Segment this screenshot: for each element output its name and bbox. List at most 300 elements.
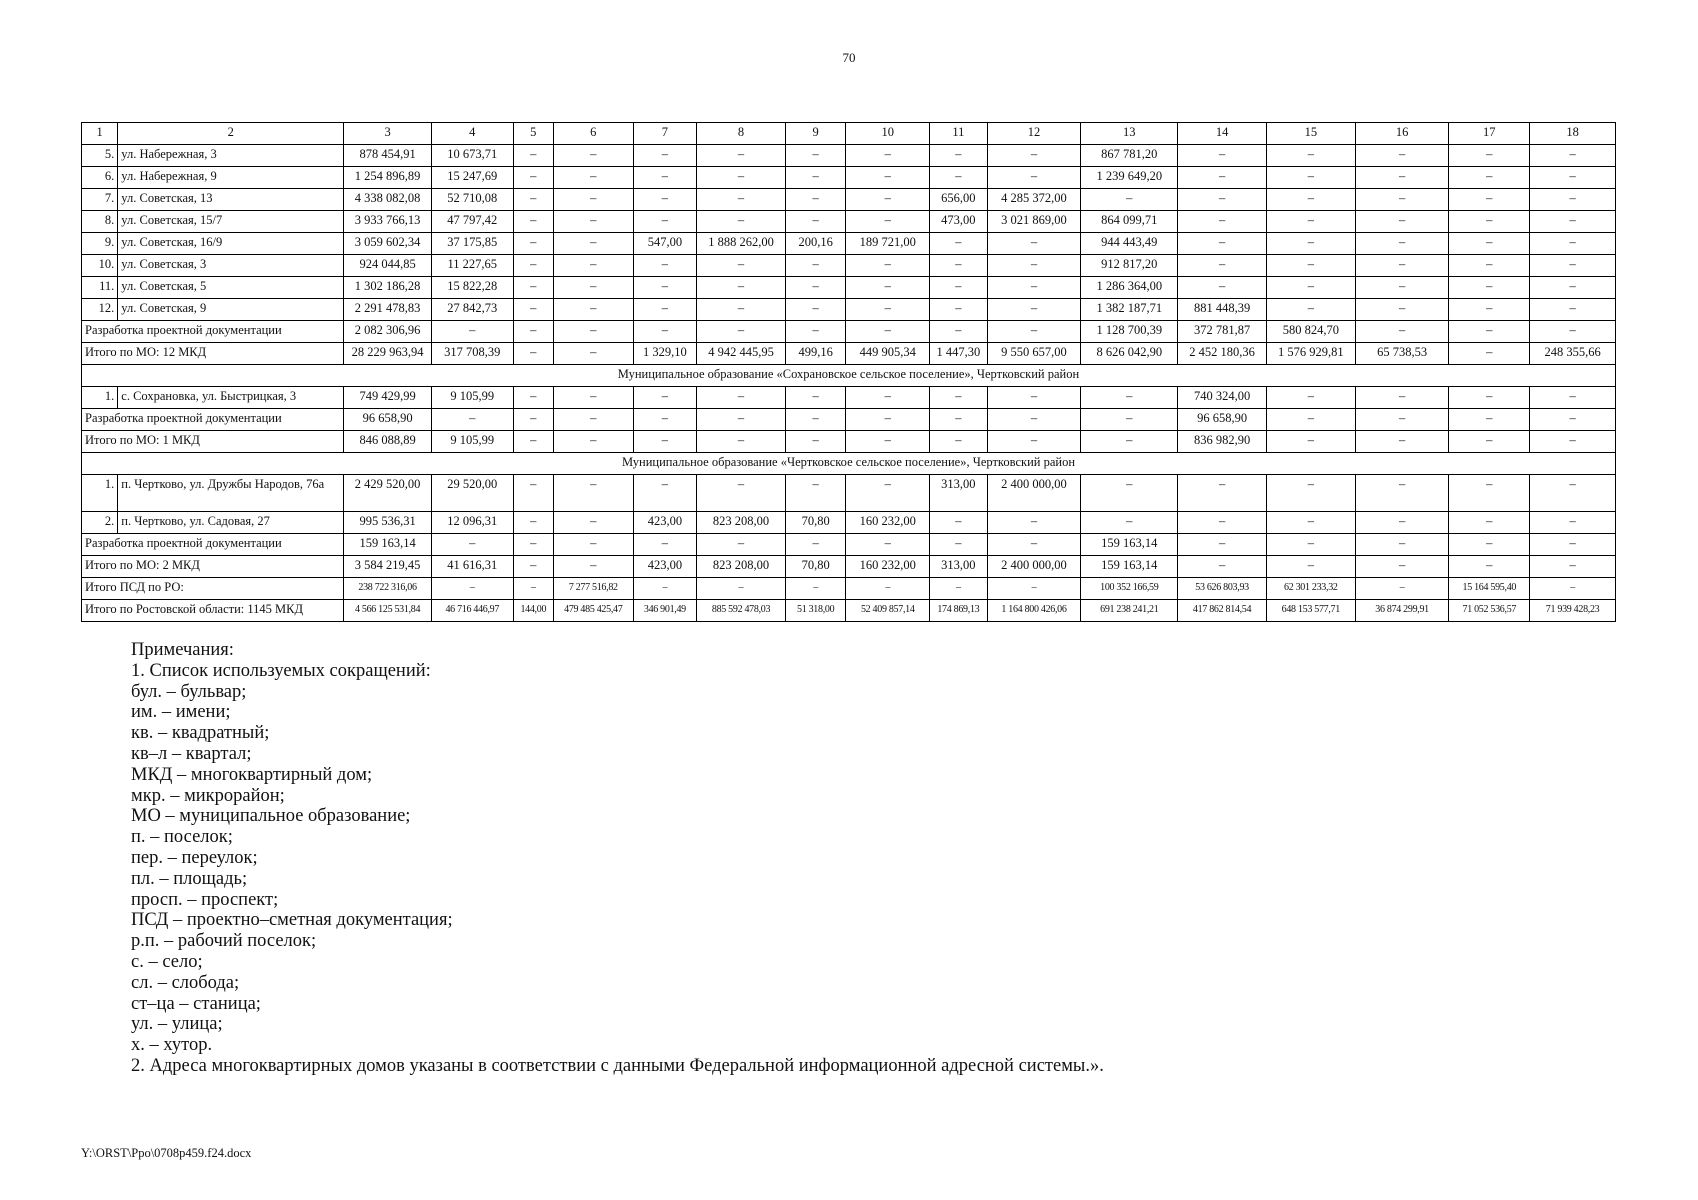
value-cell: – <box>1530 145 1616 167</box>
value-cell: – <box>785 387 846 409</box>
value-cell: – <box>513 277 553 299</box>
value-cell: – <box>1081 387 1178 409</box>
value-cell: – <box>1449 556 1530 578</box>
value-cell: 417 862 814,54 <box>1178 600 1267 622</box>
value-cell: – <box>987 321 1081 343</box>
value-cell: 885 592 478,03 <box>697 600 786 622</box>
value-cell: 15 822,28 <box>431 277 513 299</box>
value-cell: – <box>431 321 513 343</box>
row-number-cell: 5. <box>82 145 118 167</box>
value-cell: – <box>633 255 697 277</box>
value-cell: 96 658,90 <box>344 409 432 431</box>
value-cell: – <box>697 145 786 167</box>
value-cell: 46 716 446,97 <box>431 600 513 622</box>
value-cell: – <box>633 299 697 321</box>
value-cell: – <box>1530 255 1616 277</box>
value-cell: – <box>553 299 633 321</box>
value-cell: – <box>1449 233 1530 255</box>
row-number-cell: 6. <box>82 167 118 189</box>
address-cell: п. Чертково, ул. Дружбы Народов, 76а <box>118 475 344 512</box>
column-number-cell: 2 <box>118 123 344 145</box>
note-line: с. – село; <box>131 951 203 972</box>
total-label-cell: Итого по Ростовской области: 1145 МКД <box>82 600 344 622</box>
value-cell: – <box>930 409 987 431</box>
value-cell: 10 673,71 <box>431 145 513 167</box>
value-cell: – <box>785 145 846 167</box>
column-number-cell: 7 <box>633 123 697 145</box>
note-line: х. – хутор. <box>131 1035 213 1056</box>
value-cell: – <box>846 321 930 343</box>
value-cell: – <box>697 277 786 299</box>
value-cell: – <box>633 431 697 453</box>
value-cell: – <box>553 475 633 512</box>
total-row <box>82 534 1616 556</box>
value-cell: – <box>513 299 553 321</box>
value-cell: – <box>553 277 633 299</box>
value-cell: – <box>553 409 633 431</box>
value-cell: 29 520,00 <box>431 475 513 512</box>
column-number-cell: 14 <box>1178 123 1267 145</box>
value-cell: – <box>1266 431 1355 453</box>
value-cell: 3 059 602,34 <box>344 233 432 255</box>
column-number-cell: 13 <box>1081 123 1178 145</box>
value-cell: – <box>1449 189 1530 211</box>
value-cell: 749 429,99 <box>344 387 432 409</box>
value-cell: 1 239 649,20 <box>1081 167 1178 189</box>
footer-file-path: Y:\ORST\Ppo\0708p459.f24.docx <box>81 1146 252 1160</box>
value-cell: 423,00 <box>633 512 697 534</box>
value-cell: – <box>785 167 846 189</box>
value-cell: – <box>1449 321 1530 343</box>
value-cell: 4 942 445,95 <box>697 343 786 365</box>
total-row <box>82 431 1616 453</box>
value-cell: 995 536,31 <box>344 512 432 534</box>
value-cell: – <box>633 189 697 211</box>
total-label-cell: Итого по МО: 12 МКД <box>82 343 344 365</box>
total-row <box>82 556 1616 578</box>
value-cell: – <box>1355 512 1449 534</box>
note-line: ст–ца – станица; <box>131 993 261 1014</box>
note-line: кв–л – квартал; <box>131 743 252 764</box>
value-cell: – <box>1530 321 1616 343</box>
value-cell: – <box>930 534 987 556</box>
row-number-cell: 1. <box>82 475 118 512</box>
value-cell: – <box>987 534 1081 556</box>
value-cell: – <box>1530 475 1616 512</box>
value-cell: 1 254 896,89 <box>344 167 432 189</box>
column-number-header-row <box>82 123 1616 145</box>
value-cell: – <box>513 255 553 277</box>
value-cell: – <box>846 534 930 556</box>
value-cell: – <box>513 343 553 365</box>
total-label-cell: Итого по МО: 2 МКД <box>82 556 344 578</box>
column-number-cell: 11 <box>930 123 987 145</box>
value-cell: 499,16 <box>785 343 846 365</box>
value-cell: – <box>1355 189 1449 211</box>
table-row <box>82 387 1616 409</box>
value-cell: 867 781,20 <box>1081 145 1178 167</box>
value-cell: – <box>1081 409 1178 431</box>
value-cell: – <box>1266 277 1355 299</box>
value-cell: – <box>846 277 930 299</box>
value-cell: – <box>1178 233 1267 255</box>
value-cell: – <box>846 167 930 189</box>
value-cell: – <box>1355 233 1449 255</box>
value-cell: – <box>1530 211 1616 233</box>
value-cell: – <box>1266 233 1355 255</box>
note-line: бул. – бульвар; <box>131 681 247 702</box>
note-line: 2. Адреса многоквартирных домов указаны в соответствии с данными Федеральной информационной адресной системы.». <box>131 1055 1104 1076</box>
value-cell: 238 722 316,06 <box>344 578 432 600</box>
value-cell: – <box>846 475 930 512</box>
value-cell: – <box>1355 167 1449 189</box>
value-cell: 11 227,65 <box>431 255 513 277</box>
value-cell: – <box>987 277 1081 299</box>
value-cell: – <box>1355 299 1449 321</box>
value-cell: – <box>697 321 786 343</box>
value-cell: – <box>513 167 553 189</box>
value-cell: – <box>930 299 987 321</box>
value-cell: – <box>846 189 930 211</box>
value-cell: – <box>553 189 633 211</box>
value-cell: 159 163,14 <box>1081 534 1178 556</box>
row-number-cell: 11. <box>82 277 118 299</box>
note-line: МО – муниципальное образование; <box>131 806 411 827</box>
value-cell: 313,00 <box>930 475 987 512</box>
note-line: пер. – переулок; <box>131 847 258 868</box>
value-cell: – <box>1530 534 1616 556</box>
value-cell: 823 208,00 <box>697 556 786 578</box>
value-cell: – <box>930 321 987 343</box>
value-cell: 70,80 <box>785 556 846 578</box>
value-cell: – <box>553 534 633 556</box>
value-cell: – <box>785 277 846 299</box>
value-cell: – <box>1355 255 1449 277</box>
value-cell: – <box>1178 189 1267 211</box>
table-row <box>82 299 1616 321</box>
value-cell: – <box>1355 211 1449 233</box>
value-cell: 4 285 372,00 <box>987 189 1081 211</box>
value-cell: – <box>1266 211 1355 233</box>
value-cell: – <box>930 578 987 600</box>
note-line: пл. – площадь; <box>131 868 248 889</box>
value-cell: – <box>633 409 697 431</box>
value-cell: – <box>1355 578 1449 600</box>
section-heading-row <box>82 365 1616 387</box>
section-heading: Муниципальное образование «Сохрановское сельское поселение», Чертковский район <box>82 365 1616 387</box>
table-row <box>82 475 1616 512</box>
row-number-cell: 9. <box>82 233 118 255</box>
total-row <box>82 409 1616 431</box>
value-cell: – <box>1530 299 1616 321</box>
value-cell: – <box>1449 409 1530 431</box>
value-cell: – <box>846 145 930 167</box>
value-cell: – <box>431 534 513 556</box>
address-cell: п. Чертково, ул. Садовая, 27 <box>118 512 344 534</box>
address-cell: ул. Советская, 5 <box>118 277 344 299</box>
table-row <box>82 512 1616 534</box>
value-cell: 52 409 857,14 <box>846 600 930 622</box>
total-row <box>82 600 1616 622</box>
value-cell: – <box>1355 409 1449 431</box>
value-cell: – <box>697 211 786 233</box>
page-number: 70 <box>842 50 856 65</box>
value-cell: – <box>785 578 846 600</box>
value-cell: 1 302 186,28 <box>344 277 432 299</box>
value-cell: – <box>553 556 633 578</box>
value-cell: 28 229 963,94 <box>344 343 432 365</box>
total-label-cell: Разработка проектной документации <box>82 409 344 431</box>
value-cell: – <box>1530 431 1616 453</box>
value-cell: – <box>785 534 846 556</box>
column-number-cell: 10 <box>846 123 930 145</box>
value-cell: 1 447,30 <box>930 343 987 365</box>
value-cell: – <box>633 578 697 600</box>
column-number-cell: 12 <box>987 123 1081 145</box>
value-cell: 1 576 929,81 <box>1266 343 1355 365</box>
note-line: п. – поселок; <box>131 827 233 848</box>
notes-title: Примечания: <box>131 640 234 660</box>
table-row <box>82 145 1616 167</box>
value-cell: 15 247,69 <box>431 167 513 189</box>
value-cell: – <box>846 299 930 321</box>
value-cell: – <box>1530 233 1616 255</box>
total-row <box>82 321 1616 343</box>
value-cell: 924 044,85 <box>344 255 432 277</box>
value-cell: – <box>987 578 1081 600</box>
value-cell: 36 874 299,91 <box>1355 600 1449 622</box>
note-line: ул. – улица; <box>131 1014 223 1035</box>
value-cell: – <box>1355 534 1449 556</box>
value-cell: 160 232,00 <box>846 512 930 534</box>
value-cell: – <box>1449 343 1530 365</box>
value-cell: – <box>1449 211 1530 233</box>
value-cell: – <box>1081 189 1178 211</box>
value-cell: 2 429 520,00 <box>344 475 432 512</box>
value-cell: – <box>846 255 930 277</box>
value-cell: – <box>785 299 846 321</box>
value-cell: – <box>1266 145 1355 167</box>
value-cell: – <box>930 167 987 189</box>
value-cell: 691 238 241,21 <box>1081 600 1178 622</box>
value-cell: – <box>553 145 633 167</box>
value-cell: – <box>697 299 786 321</box>
value-cell: – <box>846 409 930 431</box>
value-cell: – <box>1081 431 1178 453</box>
value-cell: – <box>785 431 846 453</box>
value-cell: 71 052 536,57 <box>1449 600 1530 622</box>
value-cell: 944 443,49 <box>1081 233 1178 255</box>
value-cell: – <box>1530 512 1616 534</box>
value-cell: – <box>1355 277 1449 299</box>
value-cell: 3 584 219,45 <box>344 556 432 578</box>
value-cell: – <box>930 145 987 167</box>
note-line: 1. Список используемых сокращений: <box>131 660 431 681</box>
value-cell: – <box>633 277 697 299</box>
row-number-cell: 10. <box>82 255 118 277</box>
value-cell: 648 153 577,71 <box>1266 600 1355 622</box>
value-cell: 12 096,31 <box>431 512 513 534</box>
value-cell: – <box>633 167 697 189</box>
value-cell: – <box>513 145 553 167</box>
value-cell: – <box>1178 145 1267 167</box>
table-row <box>82 233 1616 255</box>
value-cell: 200,16 <box>785 233 846 255</box>
row-number-cell: 2. <box>82 512 118 534</box>
value-cell: – <box>1355 145 1449 167</box>
value-cell: – <box>987 255 1081 277</box>
value-cell: – <box>553 211 633 233</box>
value-cell: – <box>513 512 553 534</box>
value-cell: – <box>1178 255 1267 277</box>
note-line: кв. – квадратный; <box>131 723 270 744</box>
value-cell: – <box>785 321 846 343</box>
value-cell: – <box>1355 556 1449 578</box>
value-cell: – <box>1178 167 1267 189</box>
value-cell: 3 933 766,13 <box>344 211 432 233</box>
value-cell: – <box>1530 578 1616 600</box>
value-cell: – <box>553 233 633 255</box>
address-cell: ул. Советская, 16/9 <box>118 233 344 255</box>
value-cell: 100 352 166,59 <box>1081 578 1178 600</box>
table-row <box>82 189 1616 211</box>
value-cell: – <box>553 512 633 534</box>
section-heading-row <box>82 453 1616 475</box>
value-cell: – <box>553 167 633 189</box>
column-number-cell: 6 <box>553 123 633 145</box>
value-cell: 65 738,53 <box>1355 343 1449 365</box>
value-cell: 372 781,87 <box>1178 321 1267 343</box>
value-cell: 1 888 262,00 <box>697 233 786 255</box>
value-cell: 8 626 042,90 <box>1081 343 1178 365</box>
value-cell: – <box>785 409 846 431</box>
value-cell: – <box>1449 534 1530 556</box>
value-cell: 189 721,00 <box>846 233 930 255</box>
value-cell: – <box>1266 409 1355 431</box>
value-cell: – <box>553 321 633 343</box>
value-cell: – <box>633 534 697 556</box>
value-cell: 174 869,13 <box>930 600 987 622</box>
value-cell: – <box>513 211 553 233</box>
table-row <box>82 277 1616 299</box>
value-cell: – <box>987 387 1081 409</box>
value-cell: 53 626 803,93 <box>1178 578 1267 600</box>
value-cell: – <box>513 578 553 600</box>
column-number-cell: 5 <box>513 123 553 145</box>
note-line: мкр. – микрорайон; <box>131 785 285 806</box>
value-cell: 15 164 595,40 <box>1449 578 1530 600</box>
total-row <box>82 343 1616 365</box>
value-cell: – <box>1355 321 1449 343</box>
value-cell: 159 163,14 <box>344 534 432 556</box>
value-cell: – <box>553 387 633 409</box>
value-cell: – <box>553 431 633 453</box>
value-cell: – <box>431 409 513 431</box>
note-line: просп. – проспект; <box>131 889 279 910</box>
value-cell: – <box>930 512 987 534</box>
value-cell: – <box>1178 534 1267 556</box>
note-line: МКД – многоквартирный дом; <box>131 764 373 785</box>
value-cell: – <box>697 578 786 600</box>
row-number-cell: 1. <box>82 387 118 409</box>
value-cell: – <box>1178 556 1267 578</box>
address-cell: ул. Набережная, 9 <box>118 167 344 189</box>
value-cell: 4 566 125 531,84 <box>344 600 432 622</box>
row-number-cell: 8. <box>82 211 118 233</box>
value-cell: – <box>1449 431 1530 453</box>
column-number-cell: 8 <box>697 123 786 145</box>
table-body <box>82 123 1616 622</box>
value-cell: – <box>1266 255 1355 277</box>
value-cell: 4 338 082,08 <box>344 189 432 211</box>
value-cell: – <box>1530 167 1616 189</box>
value-cell: – <box>513 189 553 211</box>
total-row <box>82 578 1616 600</box>
value-cell: – <box>1449 277 1530 299</box>
value-cell: – <box>513 387 553 409</box>
value-cell: – <box>553 343 633 365</box>
column-number-cell: 17 <box>1449 123 1530 145</box>
note-line: им. – имени; <box>131 702 231 723</box>
value-cell: – <box>1081 512 1178 534</box>
value-cell: – <box>785 211 846 233</box>
value-cell: 1 164 800 426,06 <box>987 600 1081 622</box>
value-cell: – <box>1266 299 1355 321</box>
capital-repair-table <box>81 122 1616 622</box>
value-cell: – <box>987 167 1081 189</box>
value-cell: 2 452 180,36 <box>1178 343 1267 365</box>
value-cell: 248 355,66 <box>1530 343 1616 365</box>
total-label-cell: Итого ПСД по РО: <box>82 578 344 600</box>
value-cell: – <box>1178 277 1267 299</box>
value-cell: – <box>1449 167 1530 189</box>
total-label-cell: Разработка проектной документации <box>82 534 344 556</box>
row-number-cell: 7. <box>82 189 118 211</box>
value-cell: 449 905,34 <box>846 343 930 365</box>
total-label-cell: Итого по МО: 1 МКД <box>82 431 344 453</box>
address-cell: ул. Набережная, 3 <box>118 145 344 167</box>
address-cell: ул. Советская, 3 <box>118 255 344 277</box>
value-cell: 912 817,20 <box>1081 255 1178 277</box>
value-cell: – <box>513 409 553 431</box>
value-cell: 346 901,49 <box>633 600 697 622</box>
value-cell: – <box>1266 387 1355 409</box>
value-cell: 823 208,00 <box>697 512 786 534</box>
value-cell: 71 939 428,23 <box>1530 600 1616 622</box>
value-cell: – <box>987 409 1081 431</box>
value-cell: – <box>633 211 697 233</box>
address-cell: ул. Советская, 13 <box>118 189 344 211</box>
value-cell: – <box>513 534 553 556</box>
value-cell: 1 286 364,00 <box>1081 277 1178 299</box>
value-cell: 580 824,70 <box>1266 321 1355 343</box>
value-cell: 47 797,42 <box>431 211 513 233</box>
value-cell: – <box>1449 145 1530 167</box>
value-cell: – <box>697 409 786 431</box>
value-cell: – <box>987 512 1081 534</box>
column-number-cell: 3 <box>344 123 432 145</box>
value-cell: 62 301 233,32 <box>1266 578 1355 600</box>
value-cell: 52 710,08 <box>431 189 513 211</box>
notes-block <box>131 640 1611 1077</box>
value-cell: 479 485 425,47 <box>553 600 633 622</box>
value-cell: 878 454,91 <box>344 145 432 167</box>
row-number-cell: 12. <box>82 299 118 321</box>
value-cell: – <box>1266 475 1355 512</box>
value-cell: 160 232,00 <box>846 556 930 578</box>
value-cell: 2 082 306,96 <box>344 321 432 343</box>
table-row <box>82 167 1616 189</box>
